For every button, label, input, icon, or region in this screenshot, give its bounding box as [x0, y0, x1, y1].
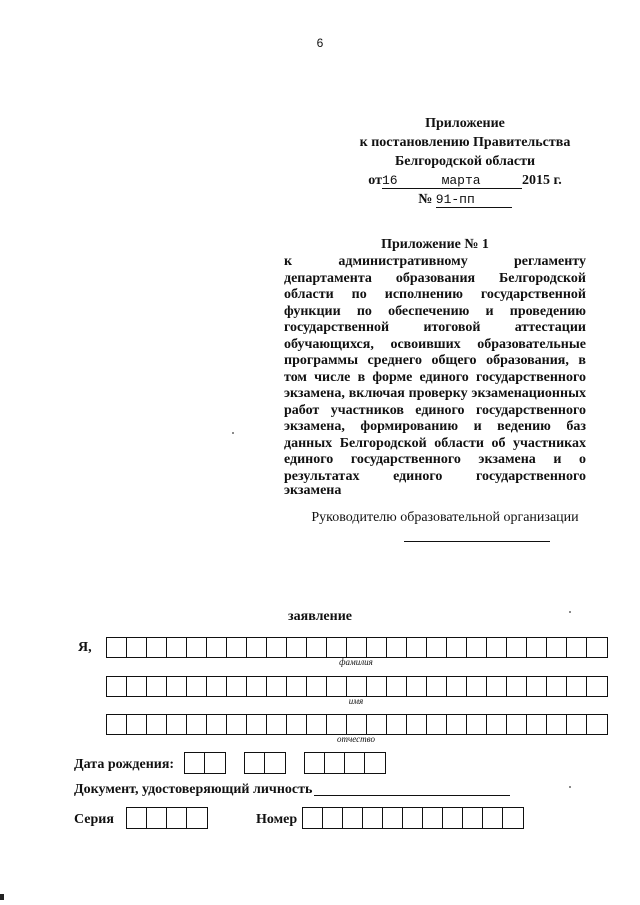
- date-prefix: от: [368, 173, 382, 188]
- series-cells[interactable]: [126, 807, 208, 829]
- number-label: Номер: [256, 812, 298, 827]
- id-document-label: Документ, удостоверяющий личность: [74, 782, 313, 797]
- document-title: заявление: [288, 609, 352, 624]
- date-year: 2015 г.: [521, 173, 562, 188]
- page-number: 6: [316, 36, 324, 50]
- regulation-line: данных Белгородской области об участниках: [284, 435, 586, 451]
- scan-edge-mark: [0, 894, 4, 900]
- annex-header-date: [320, 171, 610, 190]
- annex-header-line2: к постановлению Правительства: [359, 135, 571, 150]
- regulation-line: департамента образования Белгородской: [284, 270, 586, 286]
- number-cells[interactable]: [302, 807, 524, 829]
- birth-day-cells[interactable]: [184, 752, 226, 774]
- surname-caption: фамилия: [339, 657, 373, 667]
- surname-cells[interactable]: [106, 637, 608, 658]
- regulation-line: экзамена, формированию и ведению баз: [284, 419, 586, 434]
- date-month: марта: [441, 173, 481, 188]
- patronymic-caption: отчество: [337, 734, 375, 744]
- addressee-name-line[interactable]: [404, 541, 550, 542]
- number-prefix: №: [418, 192, 433, 207]
- regulation-line: работ участников единого государственного: [284, 402, 586, 418]
- regulation-last-line: экзамена: [284, 483, 342, 498]
- regulation-line: программы среднего общего образования, в: [284, 353, 586, 368]
- name-cells[interactable]: [106, 676, 608, 697]
- regulation-line: том числе в форме единого государственного: [284, 369, 586, 385]
- name-caption: имя: [348, 696, 364, 706]
- regulation-line: единого государственного экзамена и о: [284, 452, 586, 467]
- regulation-line: экзамена, включая проверку экзаменационных: [284, 386, 586, 401]
- annex1-title: Приложение № 1: [381, 237, 489, 252]
- regulation-line: государственной итоговой аттестации: [284, 320, 586, 335]
- patronymic-cells[interactable]: [106, 714, 608, 735]
- date-day: 16: [381, 173, 398, 188]
- series-label: Серия: [74, 812, 114, 827]
- number-value: 91-пп: [436, 193, 512, 208]
- scan-speck: [569, 611, 571, 613]
- birth-month-cells[interactable]: [244, 752, 286, 774]
- birth-date-label: Дата рождения:: [74, 757, 175, 772]
- annex-header-line1: Приложение: [425, 116, 505, 131]
- scan-speck: [232, 432, 234, 434]
- regulation-line: обучающихся, освоивших образовательные: [284, 336, 586, 352]
- annex-header-line3: Белгородской области: [394, 154, 536, 169]
- annex-header: [320, 114, 610, 209]
- addressee: Руководителю образовательной организации: [311, 510, 579, 525]
- regulation-text: [284, 254, 586, 485]
- regulation-line: результатах единого государственного: [284, 468, 586, 484]
- annex-header-number: [320, 190, 610, 209]
- ya-label: Я,: [78, 640, 92, 655]
- birth-year-cells[interactable]: [304, 752, 386, 774]
- scan-speck: [569, 786, 571, 788]
- regulation-line: функции по обеспечению и проведению: [284, 303, 586, 319]
- id-document-line[interactable]: [314, 795, 510, 796]
- regulation-line: области по исполнению государственной: [284, 287, 586, 302]
- regulation-line: к административному регламенту: [284, 254, 586, 269]
